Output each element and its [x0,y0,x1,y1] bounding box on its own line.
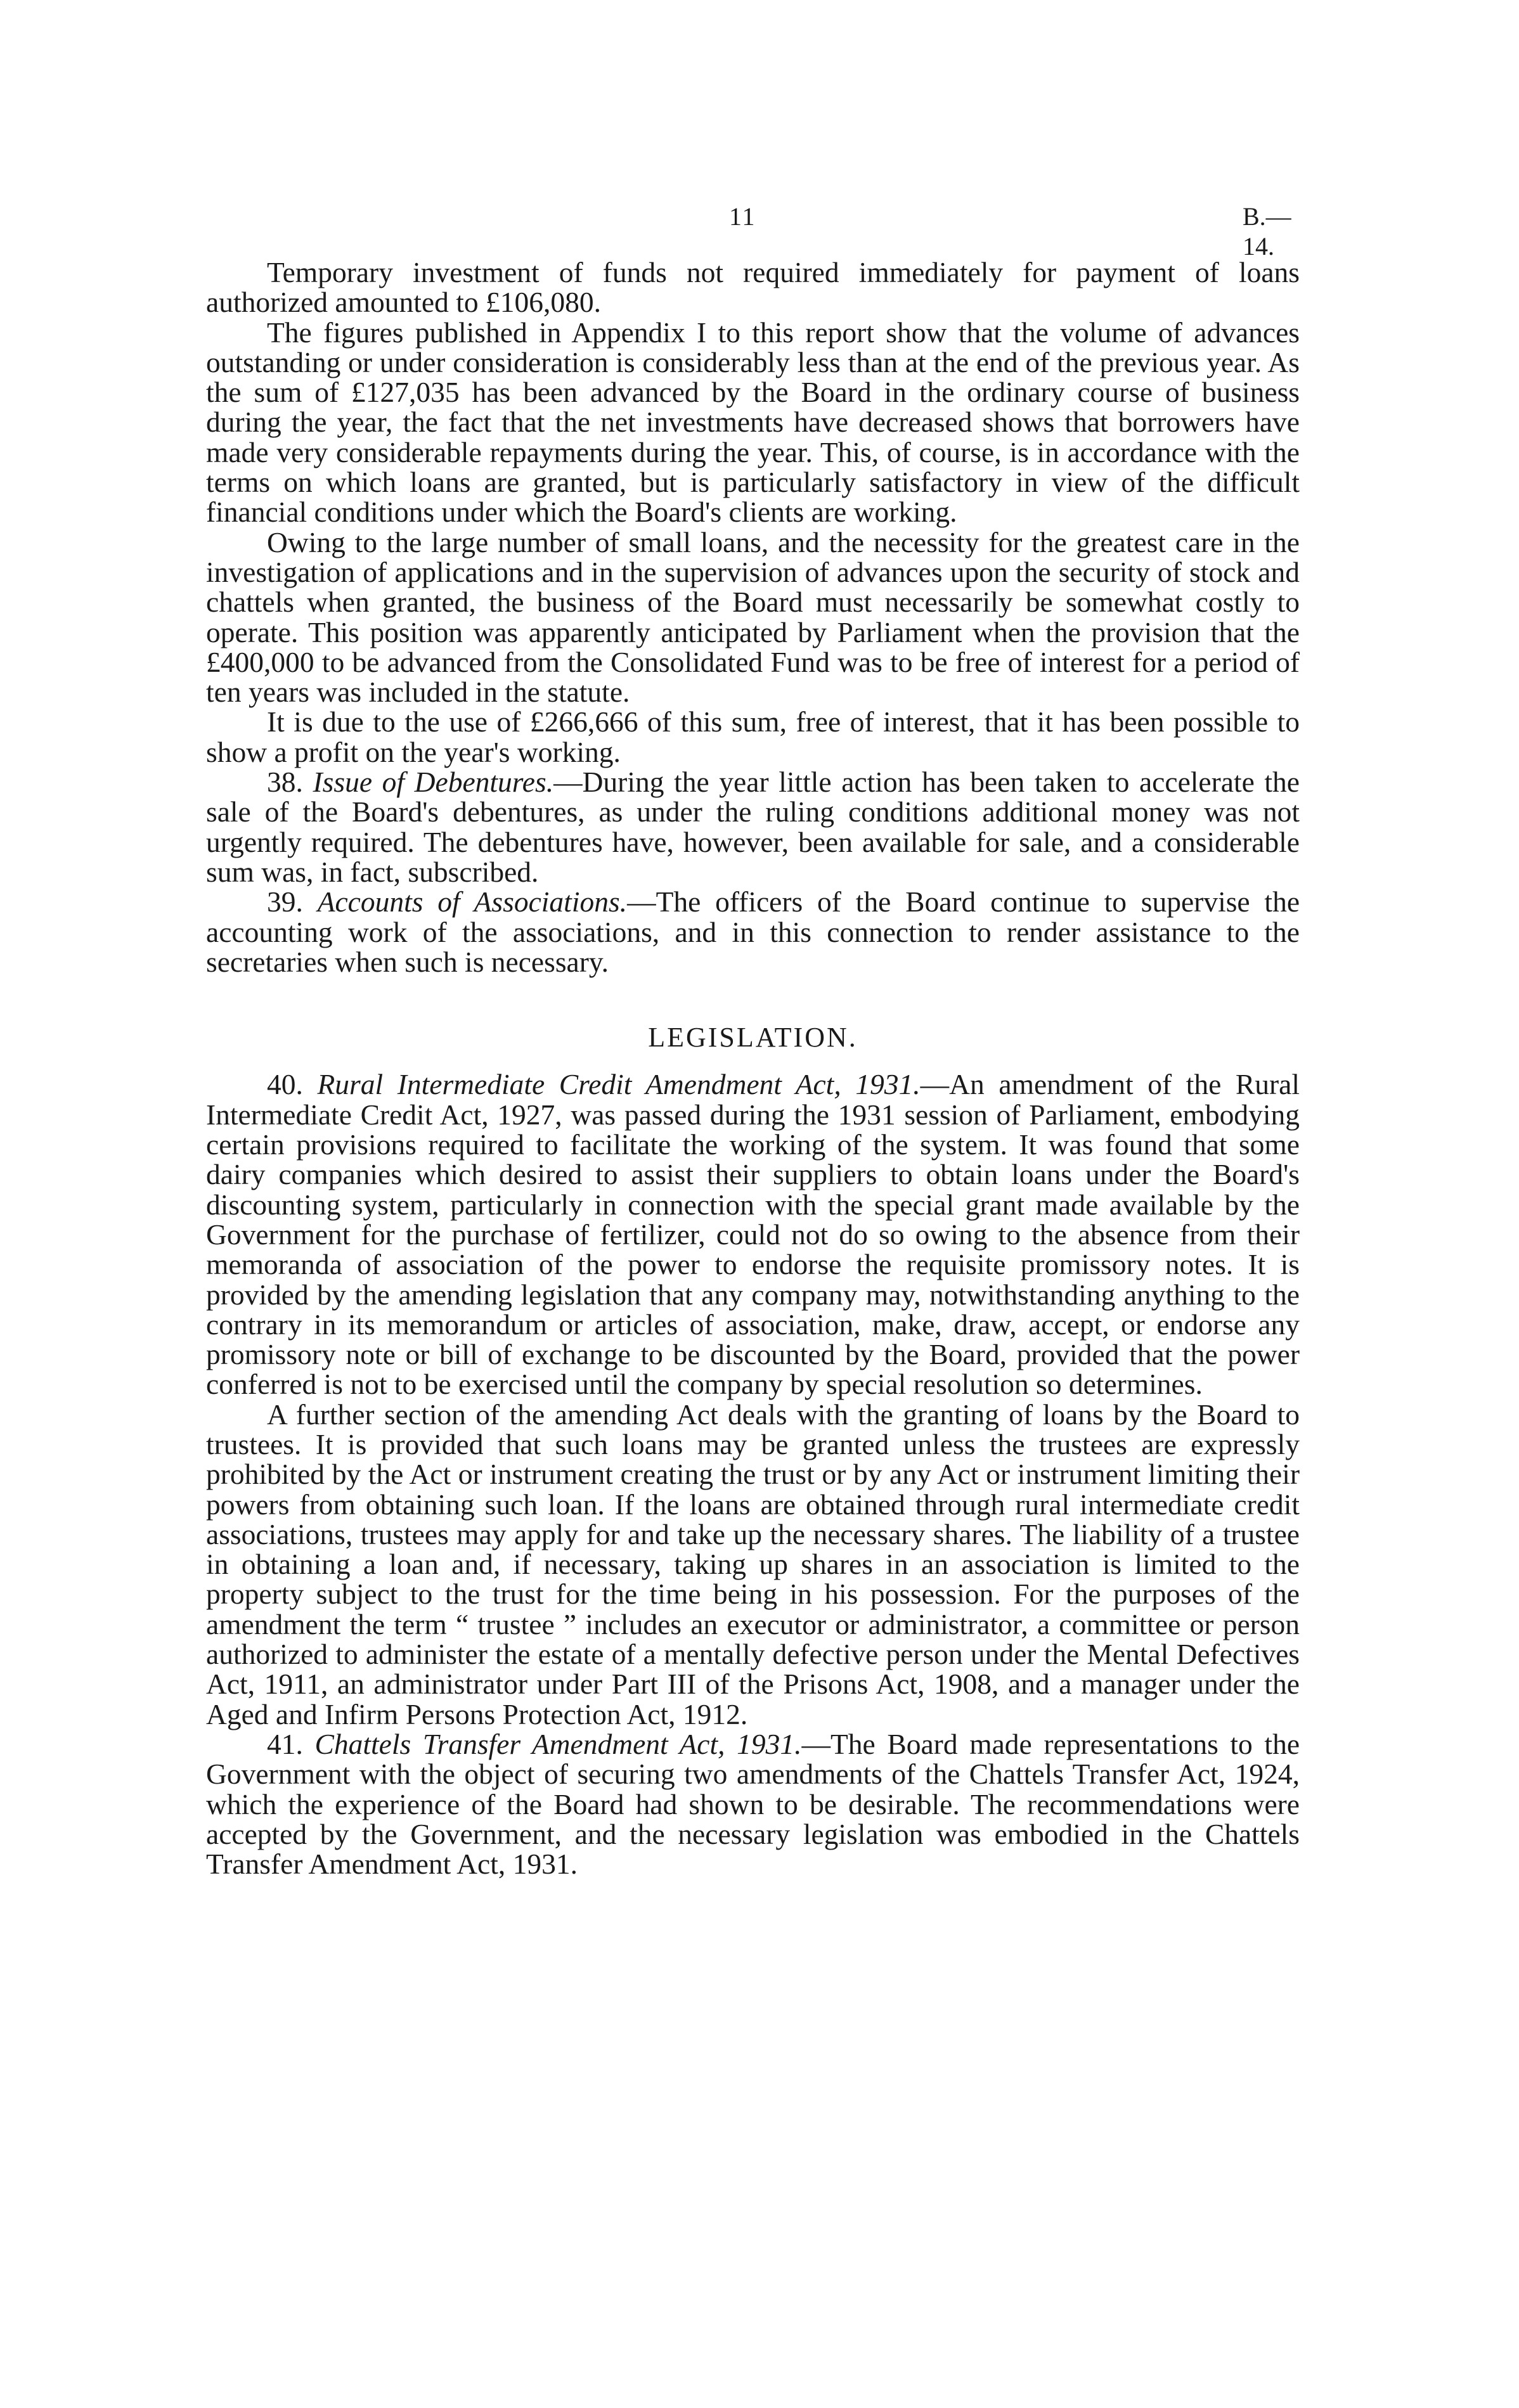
paragraph-temporary-investment: Temporary investment of funds not required immediately for payment of loans authorized amounted to £106,080. [206,256,1300,319]
paragraph-39-text: —The officers of the Board continue to supervise the accounting work of the associations, and in this connection to render assistance to the secretaries when such is necessary. [206,885,1300,978]
paragraph-41-title: Chattels Transfer Amendment Act, 1931. [314,1727,802,1760]
report-code: B.—14. [1243,202,1291,261]
paragraph-40-continued: A further section of the amending Act deals with the granting of loans by the Board to trustees. It is provided that such loans may be granted unless the trustees are expressly prohibited by the Act or instrument creating the trust or by any Act or instrument limiting their powers from obtaining such loan. If the loans are obtained through rural intermediate credit associations, trustees may apply for and take up the necessary shares. The liability of a trustee in obtaining a loan and, if necessary, taking up shares in an association is limited to the property subject to the trust for the time being in his possession. For the purposes of the amendment the term “ trustee ” includes an executor or administrator, a committee or person authorized to administer the estate of a mentally defective person under the Mental Defectives Act, 1911, an administrator under Part III of the Prisons Act, 1908, and a manager under the Aged and Infirm Persons Protection Act, 1912. [206,1398,1300,1730]
paragraph-40-number: 40. [267,1068,303,1101]
paragraph-41-number: 41. [267,1727,303,1760]
paragraph-appendix-figures: The figures published in Appendix I to this report show that the volume of advances outstanding or under consideration is considerably less than at the end of the previous year. As the sum of £127,035 has been advanced by the Board in the ordinary course of business during the year, the fact that the net investments have decreased shows that borrowers have made very considerable repayments during the year. This, of course, is in accordance with the terms on which loans are granted, but is particularly satisfactory in view of the difficult financial conditions under which the Board's clients are working. [206,316,1300,529]
paragraph-40-text: —An amendment of the Rural Intermediate Credit Act, 1927, was passed during the 1931 session of Parliament, embodying certain provisions required to facilitate the working of the system. It was found that some dairy companies which desired to assist their suppliers to obtain loans under the Board's discounting system, particularly in connection with the special grant made available by the Government for the purchase of fertilizer, could not do so owing to the absence from their memoranda of association of the power to endorse the requisite promissory notes. It is provided by the amending legislation that any company may, notwithstanding anything to the contrary in its memorandum or articles of association, make, draw, accept, or endorse any promissory note or bill of exchange to be discounted by the Board, provided that the power conferred is not to be exercised until the company by special resolution so determines. [206,1068,1300,1401]
paragraph-39-title: Accounts of Associations. [317,885,628,918]
paragraph-small-loans: Owing to the large number of small loans, and the necessity for the greatest care in the investigation of applications and in the supervision of advances upon the security of stock and chattels when granted, the business of the Board must necessarily be somewhat costly to operate. This position was apparently anticipated by Parliament when the provision that the £400,000 to be advanced from the Consolidated Fund was to be free of interest for a period of ten years was included in the statute. [206,525,1300,709]
paragraph-38-number: 38. [267,766,303,799]
paragraph-38 [206,767,1300,887]
paragraph-39 [206,887,1300,977]
section-heading-legislation: LEGISLATION. [648,1022,858,1053]
paragraph-40 [206,1069,1300,1399]
paragraph-41-text: —The Board made representations to the Government with the object of securing two amendments of the Chattels Transfer Act, 1924, which the experience of the Board had shown to be desirable. The recommendations were accepted by the Government, and the necessary legislation was embodied in the Chattels Transfer Amendment Act, 1931. [206,1727,1300,1881]
paragraph-39-number: 39. [267,885,303,918]
body-text [206,257,1300,1879]
paragraph-38-title: Issue of Debentures. [313,766,554,799]
paragraph-41 [206,1729,1300,1879]
paragraph-40-title: Rural Intermediate Credit Amendment Act, 1931. [317,1068,921,1101]
paragraph-38-text: —During the year little action has been taken to accelerate the sale of the Board's debentures, as under the ruling conditions additional money was not urgently required. The debentures have, however, been available for sale, and a considerable sum was, in fact, subscribed. [206,766,1300,888]
page-header [729,202,1300,261]
paragraph-profit: It is due to the use of £266,666 of this sum, free of interest, that it has been possible to show a profit on the year's working. [206,705,1300,768]
page-number: 11 [729,202,756,231]
